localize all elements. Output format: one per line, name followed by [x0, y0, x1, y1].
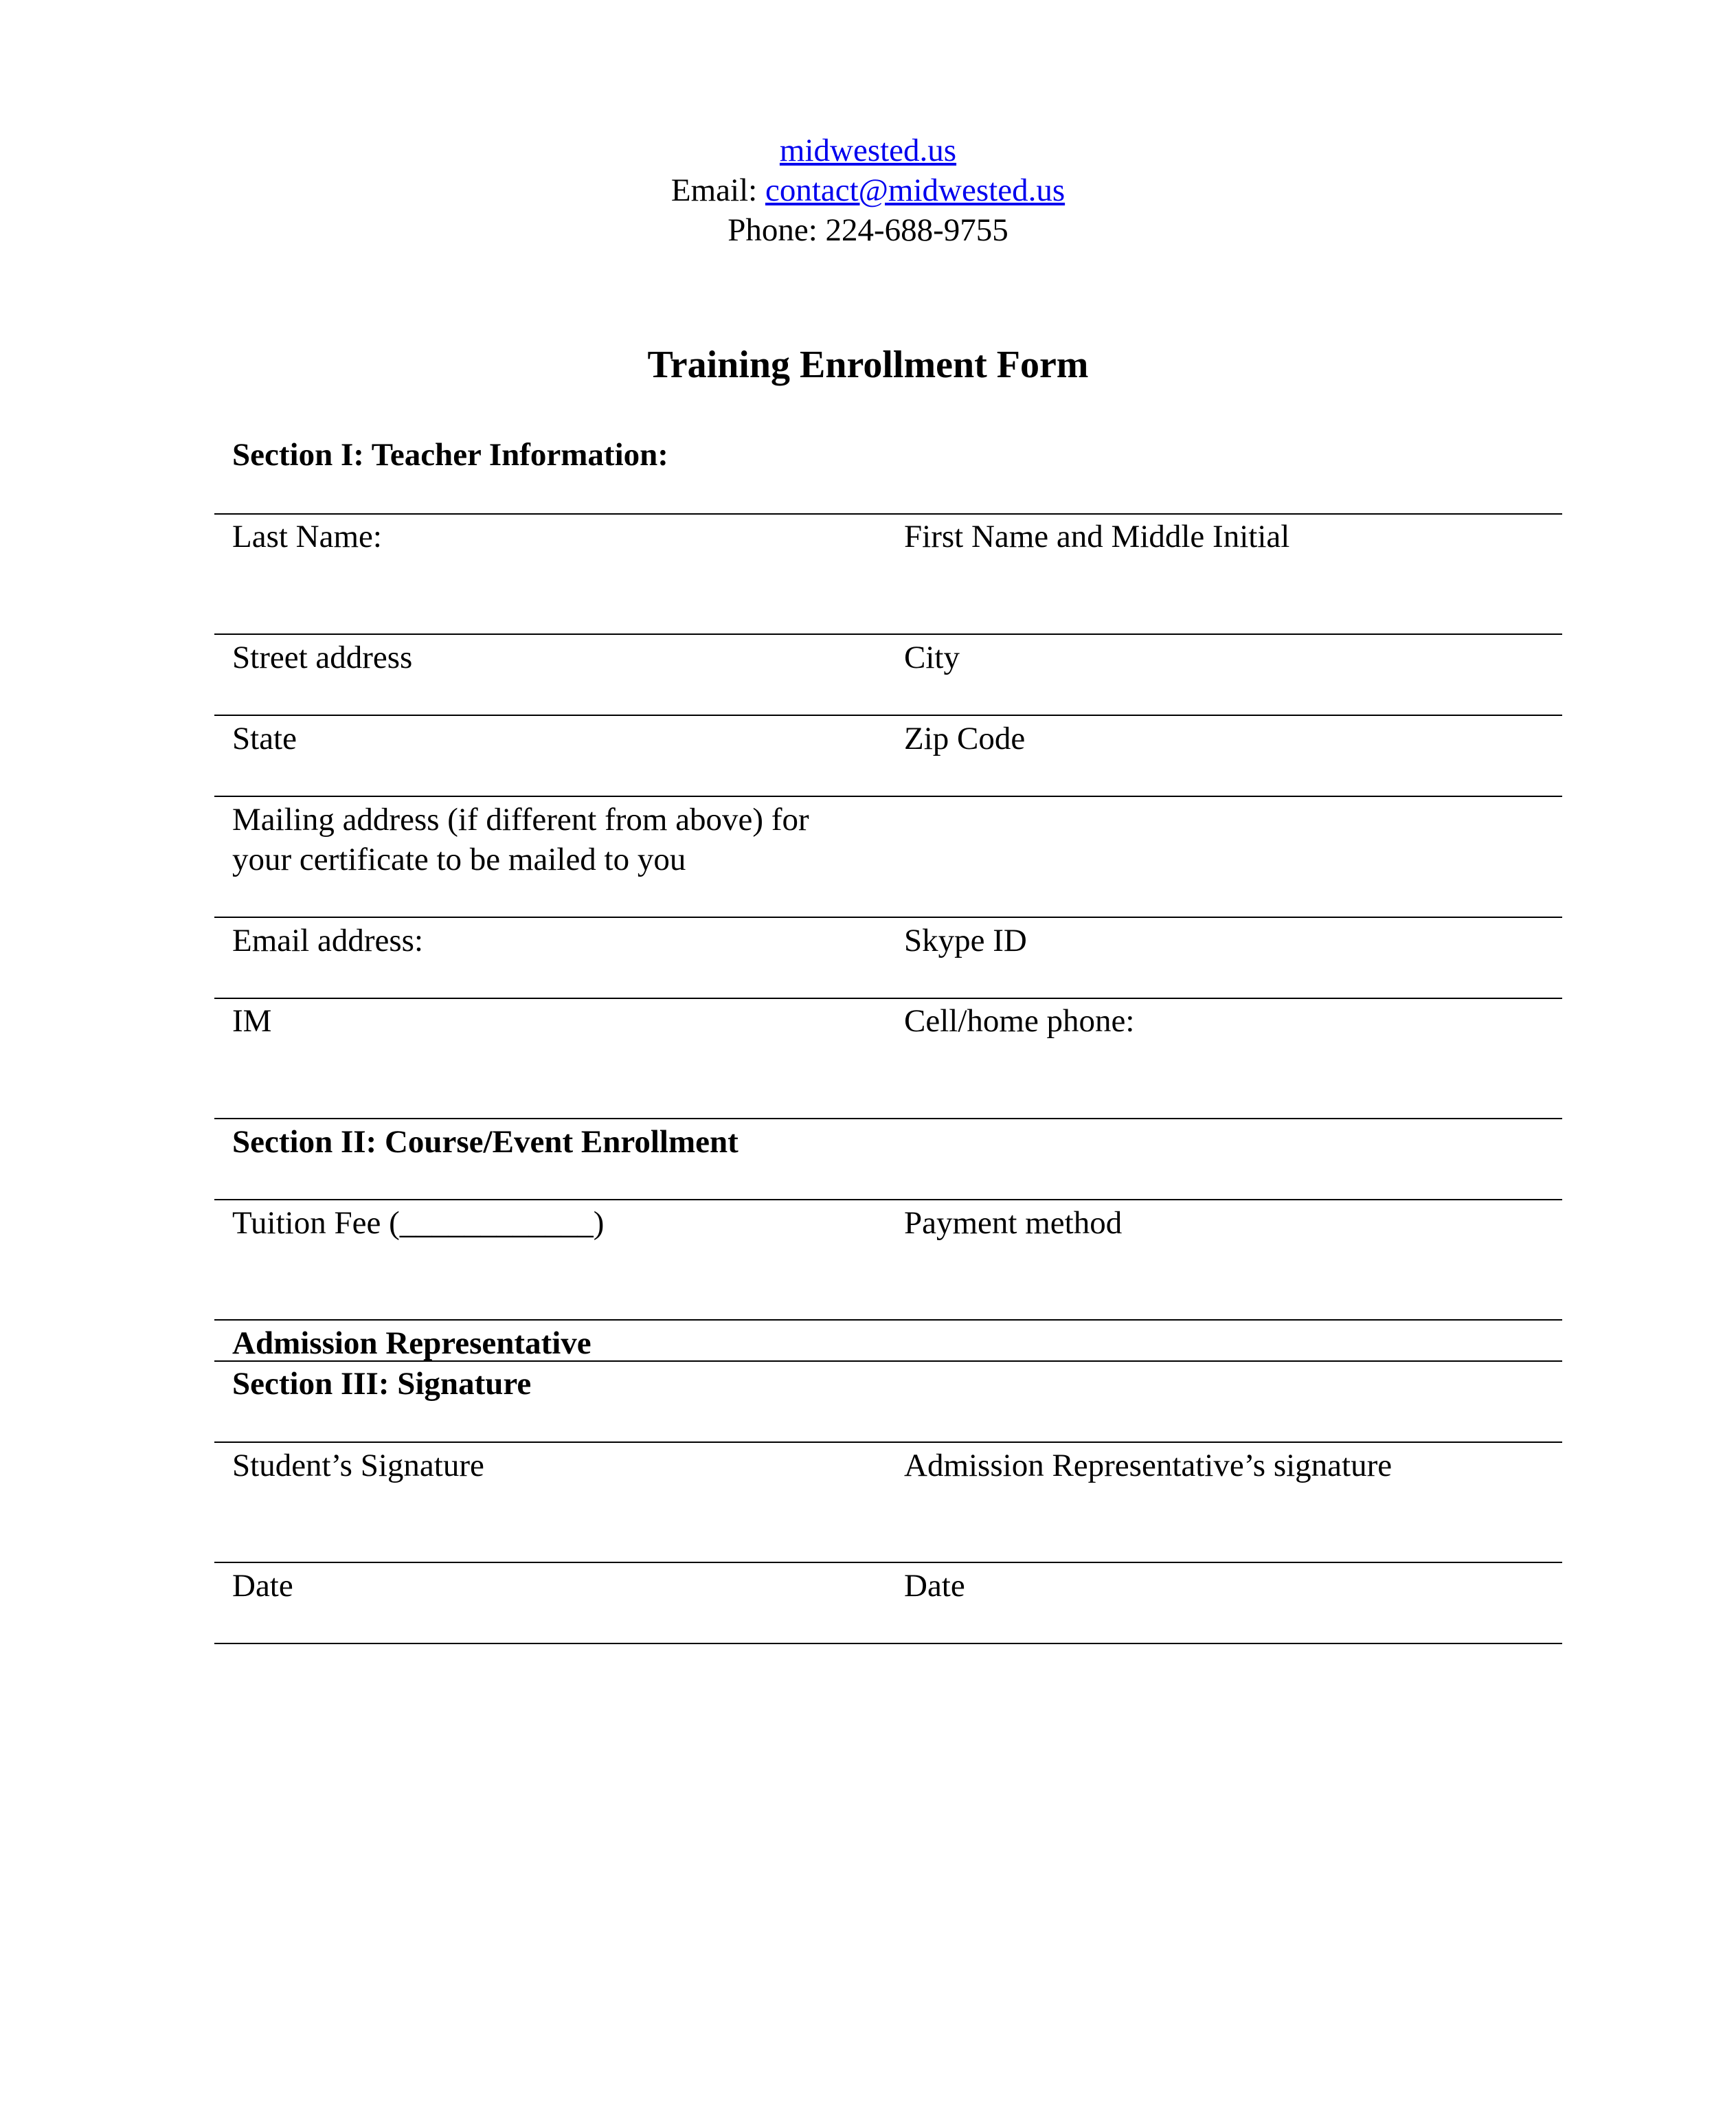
- street-address-field[interactable]: Street address: [232, 640, 413, 675]
- row-divider: [214, 1319, 1562, 1321]
- admission-representative-heading: Admission Representative: [232, 1325, 591, 1361]
- row-divider: [214, 1360, 1562, 1362]
- row-divider: [214, 998, 1562, 999]
- student-signature-field[interactable]: Student’s Signature: [232, 1448, 484, 1483]
- row-divider: [214, 1118, 1562, 1119]
- payment-method-field[interactable]: Payment method: [904, 1205, 1123, 1241]
- last-name-field[interactable]: Last Name:: [232, 519, 382, 554]
- student-date-field[interactable]: Date: [232, 1568, 293, 1604]
- state-field[interactable]: State: [232, 721, 297, 756]
- row-divider: [214, 1199, 1562, 1200]
- email-line: [0, 170, 1736, 210]
- rep-date-field[interactable]: Date: [904, 1568, 965, 1604]
- skype-id-field[interactable]: Skype ID: [904, 923, 1027, 958]
- im-field[interactable]: IM: [232, 1003, 272, 1039]
- phone-line: Phone: 224-688-9755: [728, 212, 1008, 248]
- row-divider: [214, 796, 1562, 797]
- tuition-fee-field[interactable]: Tuition Fee (____________): [232, 1205, 605, 1241]
- cell-home-phone-field[interactable]: Cell/home phone:: [904, 1003, 1135, 1039]
- website-link[interactable]: midwested.us: [779, 133, 957, 168]
- row-divider: [214, 633, 1562, 635]
- mailing-address-label-line1[interactable]: Mailing address (if different from above) for: [232, 802, 809, 838]
- admission-rep-signature-field[interactable]: Admission Representative’s signature: [904, 1448, 1393, 1483]
- email-address-field[interactable]: Email address:: [232, 923, 424, 958]
- mailing-address-label-line2: your certificate to be mailed to you: [232, 842, 686, 877]
- row-divider: [214, 513, 1562, 515]
- row-divider: [214, 715, 1562, 716]
- email-prefix: Email:: [670, 172, 765, 208]
- section-2-heading: Section II: Course/Event Enrollment: [232, 1124, 739, 1160]
- row-divider: [214, 917, 1562, 918]
- zip-code-field[interactable]: Zip Code: [904, 721, 1026, 756]
- section-1-heading: Section I: Teacher Information:: [232, 437, 668, 473]
- section-3-heading: Section III: Signature: [232, 1366, 532, 1402]
- first-name-field[interactable]: First Name and Middle Initial: [904, 519, 1290, 554]
- row-divider: [214, 1562, 1562, 1563]
- city-field[interactable]: City: [904, 640, 960, 675]
- email-link[interactable]: contact@midwested.us: [765, 172, 1066, 208]
- row-divider: [214, 1441, 1562, 1443]
- website-line: [0, 131, 1736, 170]
- contact-header: [0, 131, 1736, 250]
- form-title: Training Enrollment Form: [647, 344, 1089, 386]
- row-divider: [214, 1643, 1562, 1644]
